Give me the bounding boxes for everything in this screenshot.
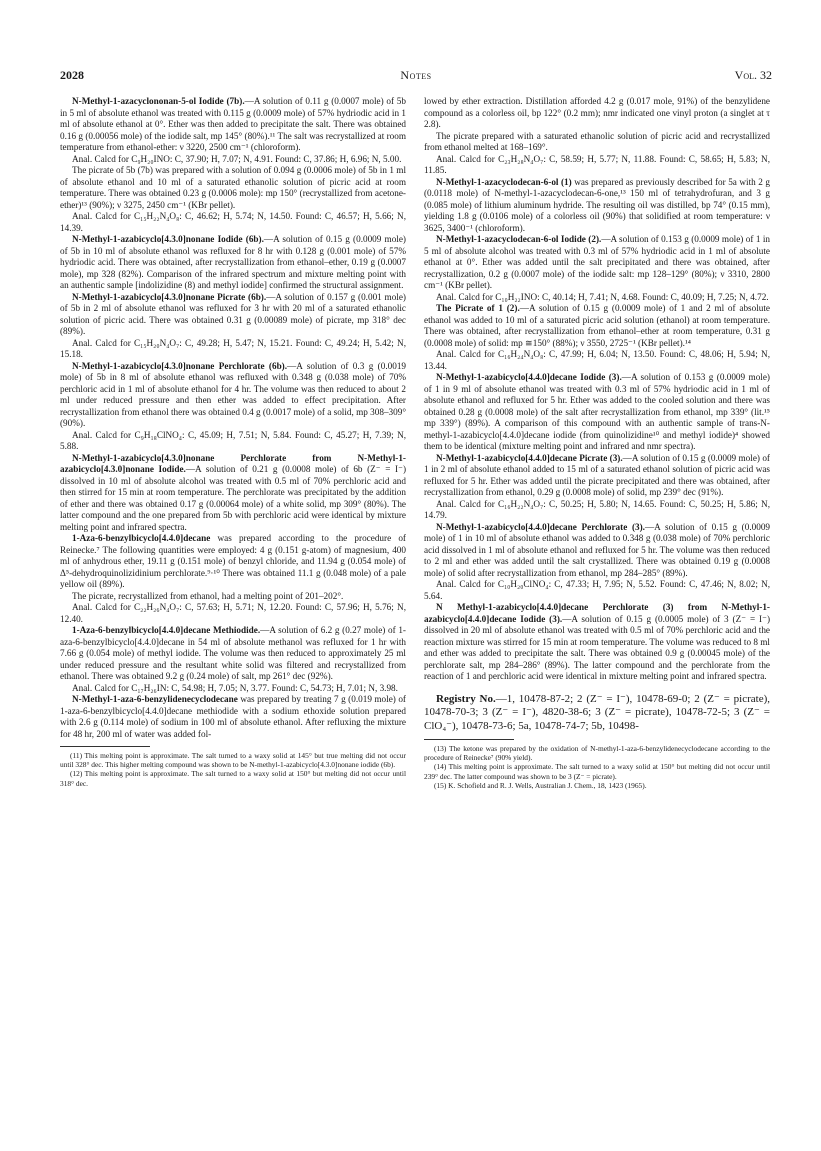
footnote: (11) This melting point is approximate. The salt turned to a waxy solid at 145° but true melting did not occur until 328° dec. This higher melting compound was shown to be N-methyl-1-azabicyclo[4.3.0]nonane iodide (6b).: [60, 751, 406, 770]
paragraph-text: Anal. Calcd for C₂₂H₂₆N₄O₇: C, 57.63; H, 5.71; N, 12.20. Found: C, 57.96; H, 5.76; N, 12.40.: [60, 602, 406, 624]
paragraph-text: was prepared by treating 7 g (0.019 mole) of 1-aza-6-benzylbicyclo[4.4.0]decane methiodide with a sodium ethoxide solution prepared with 2.6 g (0.114 mole) of sodium in 100 ml of absolute ethanol. After refluxing the mixture for 48 hr, 200 ml of water was added fol-: [60, 694, 406, 739]
paragraph: [424, 303, 770, 349]
paragraph-text: was prepared as previously described for 5a with 2 g (0.0118 mole) of N-methyl-1-azacyclodecan-6-one,¹³ 150 ml of tetrahydrofuran, and 3 g (0.085 mole) of lithium aluminum hydride. The resulting oil was distilled, bp 74° (0.15 mm), yielding 1.8 g (0.0106 mole) of a colorless oil (90%) that solidified at room temperature: ν 3625, 3400⁻¹ (chloroform).: [424, 176, 770, 233]
paragraph: [424, 177, 770, 235]
footnote: (15) K. Schofield and R. J. Wells, Australian J. Chem., 18, 1423 (1965).: [434, 780, 647, 790]
paragraph-heading: N-Methyl-1-azabicyclo[4.3.0]nonane Iodide (6b).: [72, 234, 264, 244]
paragraph-text: Anal. Calcd for C₁₆H₂₂N₄O₇: C, 50.25; H, 5.80; N, 14.65. Found: C, 50.25; H, 5.86; N, 14.79.: [424, 498, 770, 520]
paragraph-heading: N-Methyl-1-azacyclodecan-6-ol Iodide (2).: [436, 234, 602, 244]
paragraph: [424, 349, 770, 372]
paragraph-text: —A solution of 0.15 g (0.0009 mole) of 1 in 10 ml of absolute ethanol was added to 0.348 g (0.038 mole) of 70% perchloric acid dissolved in 1 ml of absolute ethanol and refluxed for 5 hr. The volume was then reduced to 2 ml and ether was added until the salt crystallized. There was obtained 0.19 g (0.0008 mole) of solid after recrystallization from ethanol, mp 284–285° (89%).: [424, 521, 770, 578]
footnote-rule: [60, 746, 150, 747]
paragraph-heading: N Methyl-1-azabicyclo[4.4.0]decane Perchlorate (3) from N-Methyl-1-azabicyclo[4.4.0]decane Iodide (3).: [424, 602, 770, 624]
paragraph-text: —A solution of 0.11 g (0.0007 mole) of 5b in 5 ml of absolute ethanol was treated with 0.115 g (0.0009 mole) of 57% hydriodic acid in 1 ml of absolute ethanol at 0°. Ether was then added to precipitate the salt. There was obtained 0.16 g (0.00056 mole) of the iodide salt, mp 145° (80%).¹¹ The salt was recrystallized at room temperature from ethanol-ether: ν 3220, 2500 cm⁻¹ (chloroform).: [60, 96, 406, 152]
paragraph: [60, 625, 406, 683]
right-column: [424, 96, 770, 1136]
paragraph-text: Anal. Calcd for C₁₅H₂₂N₄O₈: C, 46.62; H, 5.74; N, 14.50. Found: C, 46.57; H, 5.66; N, 14.39.: [60, 211, 406, 233]
paragraph: [424, 522, 770, 580]
paragraph-text: Anal. Calcd for C₂₃H₂₈N₄O₇: C, 58.59; H, 5.77; N, 11.88. Found: C, 58.65; H, 5.83; N, 11.85.: [424, 153, 770, 175]
paragraph-text: The picrate of 5b (7b) was prepared with a solution of 0.094 g (0.0006 mole) of 5b in 1 ml of absolute ethanol and 10 ml of a saturated ethanolic solution of picric acid at room temperature. There was obtained 0.23 g (0.0006 mole): mp 150° (recrystallized from acetone-ether)¹³ (90%); ν 3275, 2450 cm⁻¹ (KBr pellet).: [60, 165, 406, 210]
paragraph: [424, 602, 770, 683]
paragraph-text: The picrate, recrystallized from ethanol, had a melting point of 201–202°.: [72, 590, 344, 601]
paragraph: [60, 292, 406, 338]
footnote: (14) This melting point is approximate. The salt turned to a waxy solid at 150° but melting did not occur until 239° dec. The latter compound was shown to be 3 (Z⁻ = picrate).: [424, 762, 770, 781]
paragraph: [60, 234, 406, 292]
paragraph-text: lowed by ether extraction. Distillation afforded 4.2 g (0.017 mole, 91%) of the benzylidene compound as a colorless oil, bp 122° (0.2 mm); nmr indicated one vinyl proton (a singlet at τ 2.8).: [424, 96, 770, 129]
paragraph-text: —A solution of 0.15 g (0.0009 mole) of 1 in 2 ml of absolute ethanol added to 15 ml of a saturated ethanol solution of picric acid was refluxed for 5 hr. Ether was added until the picrate precipitated and there was obtained, after recrystallization from ethanol, 0.29 g (0.0008 mole) of solid, mp 239° dec (91%).: [424, 452, 770, 497]
paragraph-text: Anal. Calcd for C₉H₂₀INO: C, 37.90; H, 7.07; N, 4.91. Found: C, 37.86; H, 6.96; N, 5.00.: [72, 153, 402, 164]
paragraph-text: The picrate prepared with a saturated ethanolic solution of picric acid and recrystallized from ethanol melted at 168–169°.: [424, 130, 770, 152]
paragraph: [424, 234, 770, 292]
paragraph: [424, 154, 770, 177]
page-header: [60, 68, 772, 84]
paragraph: [424, 579, 770, 602]
paragraph-heading: The Picrate of 1 (2).: [436, 303, 520, 313]
paragraph: [424, 292, 770, 304]
paragraph: [424, 453, 770, 499]
paragraph: [60, 683, 406, 695]
registry-heading: Registry No.: [436, 692, 496, 705]
registry-numbers: [424, 693, 770, 734]
paragraph-heading: N-Methyl-1-azabicyclo[4.4.0]decane Iodide (3).: [436, 372, 622, 382]
footnote: (13) The ketone was prepared by the oxidation of N-methyl-1-aza-6-benzylidenecyclodecane according to the procedure of Reinecke⁷ (90% yield).: [424, 744, 770, 763]
paragraph: [60, 361, 406, 430]
paragraph: [60, 453, 406, 534]
paragraph-text: —A solution of 0.15 g (0.0005 mole) of 3 (Z⁻ = I⁻) dissolved in 20 ml of absolute ethanol was treated with 0.5 ml of 70% perchloric acid and the reaction mixture was stirred for 15 min at room temperature. The volume was reduced to 8 ml and ether was added to precipitate the salt. There was obtained 0.9 g (0.00045 mole) of the perchlorate salt, mp 284–286° (89%). The latter compound and the perchlorate from the reaction of 1 and perchloric acid were identical in mixture melting point and infrared spectra.: [424, 613, 770, 681]
paragraph-text: Anal. Calcd for C₁₀H₂₂INO: C, 40.14; H, 7.41; N, 4.68. Found: C, 40.09; H, 7.25; N, 4.72.: [436, 291, 769, 302]
paragraph: [60, 430, 406, 453]
paragraph: [60, 211, 406, 234]
paragraph-text: —A solution of 0.15 g (0.0009 mole) of 1 and 2 ml of absolute ethanol was added to 10 ml of a saturated picric acid solution (ethanol) at room temperature. There was obtained, after recrystallization from ethanol–ether at room temperature, 0.31 g (0.0008 mole) of solid: mp ≅150° (88%); ν 3550, 2725⁻¹ (KBr pellet).¹⁴: [424, 303, 770, 348]
paragraph: [60, 165, 406, 211]
paragraph-text: —A solution of 0.3 g (0.0019 mole) of 5b in 8 ml of absolute ethanol was refluxed with 0.348 g (0.038 mole) of 70% perchloric acid in 1 ml of absolute ethanol for 4 hr. The volume was then reduced to about 2 ml under reduced pressure and then ether was added to effect precipitation. After recrystallization from ethanol there was obtained 0.4 g (0.0017 mole) of a solid, mp 308–309° (90%).: [60, 360, 406, 428]
paragraph: [60, 602, 406, 625]
paragraph: [60, 694, 406, 740]
page-number: 2028: [60, 68, 84, 82]
paragraph-text: Anal. Calcd for C₁₆H₂₄N₄O₈: C, 47.99; H, 6.04; N, 13.50. Found: C, 48.06; H, 5.94; N, 13.44.: [424, 349, 770, 371]
paragraph-text: —A solution of 0.157 g (0.001 mole) of 5b in 2 ml of absolute ethanol was refluxed for 3 hr with 20 ml of a saturated ethanolic solution of picric acid. There was obtained 0.31 g (0.00089 mole) of picrate, mp 318° dec (89%).: [60, 291, 406, 336]
paragraph-heading: 1-Aza-6-benzylbicyclo[4.4.0]decane: [72, 533, 211, 543]
paragraph-text: Anal. Calcd for C₉H₁₈ClNO₄: C, 45.09; H, 7.51; N, 5.84. Found: C, 45.27; H, 7.39; N, 5.88.: [60, 429, 406, 451]
paragraph-heading: N-Methyl-1-azabicyclo[4.4.0]decane Perchlorate (3).: [436, 521, 645, 532]
running-head: Notes: [400, 68, 432, 82]
paragraph-heading: 1-Aza-6-benzylbicyclo[4.4.0]decane Methiodide.: [72, 625, 261, 635]
paragraph-text: —A solution of 0.153 g (0.0009 mole) of 1 in 5 ml of absolute alcohol was treated with 0.3 ml of 57% hydriodic acid in 1 ml of absolute ethanol at 0°. Ether was added until the salt precipitated and there was obtained, after recrystallization, 0.2 g (0.0007 mole) of the iodide salt: mp 128–129° (80%); ν 3310, 2800 cm⁻¹ (KBr pellet).: [424, 234, 770, 290]
volume-label: Vol. 32: [734, 68, 772, 82]
paragraph-text: Anal. Calcd for C₁₀H₂₀ClNO₄: C, 47.33; H, 7.95; N, 5.52. Found: C, 47.46; N, 8.02; N, 5.64.: [424, 579, 770, 601]
paragraph-text: Anal. Calcd for C₁₅H₂₀N₄O₇: C, 49.28; H, 5.47; N, 15.21. Found: C, 49.24; H, 5.42; N, 15.18.: [60, 337, 406, 359]
paragraph: [424, 131, 770, 154]
paragraph-text: Anal. Calcd for C₁₇H₂₆IN: C, 54.98; H, 7.05; N, 3.77. Found: C, 54.73; H, 7.01; N, 3.98.: [72, 682, 398, 693]
paragraph-text: —A solution of 6.2 g (0.27 mole) of 1-aza-6-benzylbicyclo[4.4.0]decane in 54 ml of absolute methanol was refluxed for 1 hr with 7.66 g (0.054 mole) of methyl iodide. The volume was then reduced to approximately 25 ml under reduced pressure and the resultant white solid was filtered and recrystallized from ethanol. There was obtained 9.2 g (0.24 mole) of salt, mp 261° dec (92%).: [60, 625, 406, 681]
paragraph-heading: N-Methyl-1-azabicyclo[4.4.0]decane Picrate (3).: [436, 452, 623, 463]
paragraph: [424, 372, 770, 453]
paragraph: [60, 154, 406, 166]
registry-text: —1, 10478-87-2; 2 (Z⁻ = I⁻), 10478-69-0; 2 (Z⁻ = picrate), 10478-70-3; 3 (Z⁻ = I⁻), 4820-38-6; 3 (Z⁻ = picrate), 10478-72-5; 3 (Z⁻ = ClO₄⁻), 10478-73-6; 5a, 10478-74-7; 5b, 10498-: [424, 692, 770, 732]
paragraph-heading: N-Methyl-1-azabicyclo[4.3.0]nonane Picrate (6b).: [72, 291, 267, 302]
paragraph: [60, 338, 406, 361]
left-column: [60, 96, 406, 1136]
paragraph-text: was prepared according to the procedure of Reinecke.⁷ The following quantities were employed: 4 g (0.151 g-atom) of magnesium, 400 ml of anhydrous ether, 19.11 g (0.151 mole) of benzyl chloride, and 11.94 g (0.054 mole) of Δ⁵-dehydroquinolizidinium perchlorate.⁹·¹⁰ There was obtained 11.1 g (0.048 mole) of a pale yellow oil (89%).: [60, 533, 406, 589]
paragraph-text: —A solution of 0.21 g (0.0008 mole) of 6b (Z⁻ = I⁻) dissolved in 10 ml of absolute alcohol was treated with 0.5 ml of 70% perchloric acid and then stirred for 15 min at room temperature. The perchlorate was precipitated by the addition of ether and there was obtained 0.17 g (0.00064 mole) of a white solid, mp 309° (80%). The latter compound and the one prepared from 5b with perchloric acid were identical by mixture melting point and infrared spectra.: [60, 464, 406, 532]
paragraph-heading: N-Methyl-1-azacyclodecan-6-ol (1): [436, 176, 572, 187]
paragraph-heading: N-Methyl-1-azabicyclo[4.3.0]nonane Perchlorate (6b).: [72, 360, 288, 371]
paragraph: [60, 533, 406, 591]
paragraph-heading: N-Methyl-1-azacyclononan-5-ol Iodide (7b).: [72, 96, 245, 106]
paragraph-text: —A solution of 0.153 g (0.0009 mole) of 1 in 9 ml of absolute ethanol was treated with 0.3 ml of 57% hydriodic acid in 1 ml of absolute ethanol and refluxed for 5 hr. Ether was added to the cooled solution and there was obtained 0.28 g (0.0008 mole) of the salt after recrystallization from ethanol, mp 339° (lit.¹⁵ mp 339°) (89%). A comparison of this compound with an authentic sample of trans-N-methyl-1-azabicyclo[4.4.0]decane iodide (from quinolizidine¹⁰ and methyl iodide)⁴ showed them to be identical (mixture melting point and infrared and nmr spectra).: [424, 372, 770, 451]
paragraph: [424, 96, 770, 131]
paragraph: [60, 591, 406, 603]
footnote: (12) This melting point is approximate. The salt turned to a waxy solid at 150° but melting did not occur until 318° dec.: [60, 769, 406, 788]
paragraph-heading: N-Methyl-1-aza-6-benzylidenecyclodecane: [72, 694, 238, 704]
paragraph-heading: N-Methyl-1-azabicyclo[4.3.0]nonane Perchlorate from N-Methyl-1-azabicyclo[4.3.0]nonane Iodide.: [60, 452, 406, 474]
paragraph: [60, 96, 406, 154]
footnote-rule: [424, 739, 514, 740]
paragraph: [424, 499, 770, 522]
paragraph-text: —A solution of 0.15 g (0.0009 mole) of 5b in 10 ml of absolute ethanol was refluxed for 8 hr with 0.128 g (0.001 mole) of 57% hydriodic acid. There was obtained, after recrystallization from ethanol–ether, 0.19 g (0.0007 mole), mp 328 (82%). Comparison of the infrared spectrum and mixture melting point with an authentic sample [indolizidine (8) and methyl iodide] confirmed the structural assignment.: [60, 234, 406, 290]
